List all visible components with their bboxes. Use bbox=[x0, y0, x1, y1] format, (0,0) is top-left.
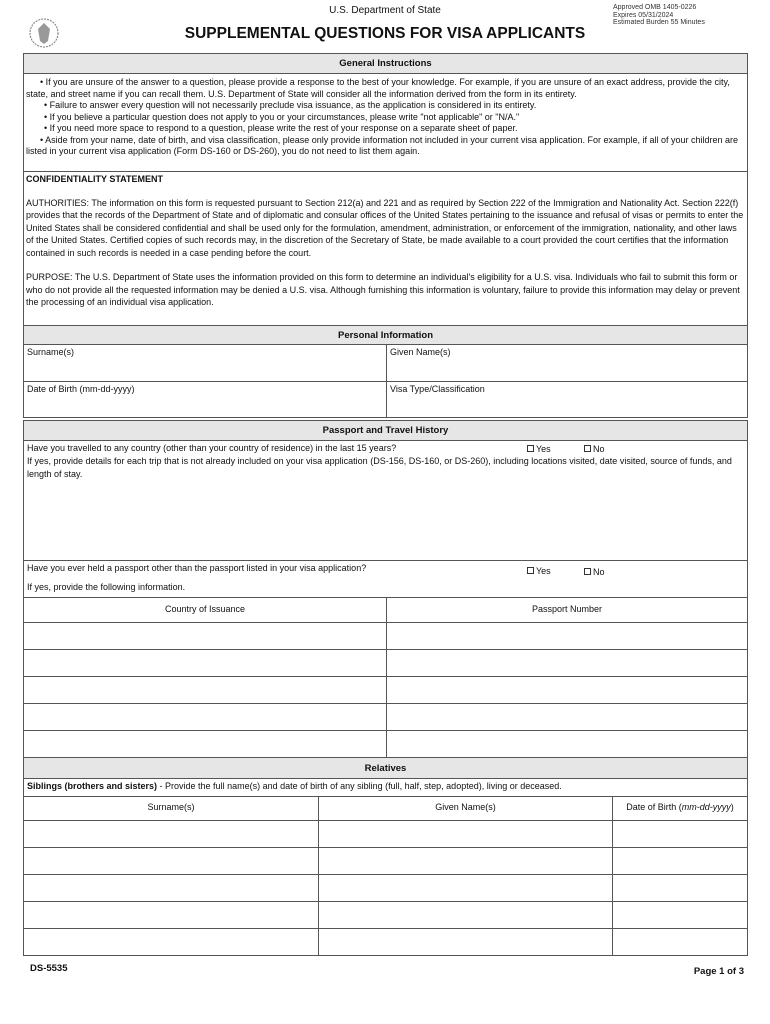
passport-number-input[interactable] bbox=[386, 676, 748, 704]
sibling-surname-input[interactable] bbox=[23, 874, 319, 902]
passport-question: Have you ever held a passport other than the passport listed in your visa application? bbox=[27, 563, 367, 573]
visa-type-label: Visa Type/Classification bbox=[390, 384, 485, 394]
country-col-header: Country of Issuance bbox=[23, 597, 387, 623]
sibling-given-name-input[interactable] bbox=[318, 874, 613, 902]
confidentiality-statement bbox=[23, 172, 748, 325]
omb-expiry: Expires 05/31/2024 bbox=[613, 11, 674, 19]
sibling-surname-input[interactable] bbox=[23, 901, 319, 929]
sibling-given-name-input[interactable] bbox=[318, 928, 613, 956]
travel-question: Have you travelled to any country (other than your country of residence) in the last 15 years? bbox=[27, 443, 397, 453]
passport-number-input[interactable] bbox=[386, 649, 748, 677]
passport-country-input[interactable] bbox=[23, 730, 387, 758]
passport-number-input[interactable] bbox=[386, 730, 748, 758]
authorities-text: AUTHORITIES: The information on this form is requested pursuant to Section 212(a) and 221 and as required by Section 222 of the Immigration and Nationality Act. Section 222(f) provides that the records of the Department of State and of diplomatic and consular offices of the United States pertaining to the issuance and refusal of visas or permits to enter the United States shall be considered confidential and shall be used only for the formulation, amendment, administration, or enforcement of the immigration, nationality, and other laws of the United States. Certified copies of such records may, in the discretion of the Secretary of State, be made available to a court provided the court certifies that the information contained in such records is needed in a case pending before the court. bbox=[26, 197, 744, 258]
travel-no-checkbox[interactable]: No bbox=[584, 444, 605, 456]
general-instructions bbox=[23, 74, 748, 172]
sibling-surname-input[interactable] bbox=[23, 820, 319, 848]
instruction-bullet: • Failure to answer every question will not necessarily preclude visa issuance, as the application is considered in its entirety. bbox=[44, 100, 537, 110]
sibling-surname-col-header: Surname(s) bbox=[23, 796, 319, 821]
dob-field[interactable] bbox=[23, 381, 387, 418]
relatives-header: Relatives bbox=[23, 757, 748, 779]
sibling-dob-col-header: Date of Birth (mm-dd-yyyy) bbox=[612, 796, 748, 821]
dob-label: Date of Birth (mm-dd-yyyy) bbox=[27, 384, 135, 394]
travel-history-field[interactable] bbox=[23, 440, 748, 561]
omb-info bbox=[613, 4, 705, 27]
given-name-field[interactable] bbox=[386, 344, 748, 382]
passport-yes-checkbox[interactable]: Yes bbox=[527, 566, 551, 578]
confidentiality-title: CONFIDENTIALITY STATEMENT bbox=[26, 174, 163, 184]
personal-info-header: Personal Information bbox=[23, 325, 748, 345]
sibling-given-col-header: Given Name(s) bbox=[318, 796, 613, 821]
sibling-surname-input[interactable] bbox=[23, 928, 319, 956]
form-title: SUPPLEMENTAL QUESTIONS FOR VISA APPLICANTS bbox=[184, 25, 586, 42]
instruction-bullet: • Aside from your name, date of birth, and visa classification, please only provide information not included in your current visa application. For example, if all of your children are listed in your current visa application (Form DS-160 or DS-260), you do not need to list them again. bbox=[26, 134, 739, 156]
purpose-text: PURPOSE: The U.S. Department of State uses the information provided on this form to determine an individual's eligibility for a U.S. visa. Individuals who fail to submit this form or who do not provide all the requested information may be denied a U.S. visa. Although furnishing this information is voluntary, failure to provide this information may delay or prevent the processing of an individual visa application. bbox=[26, 272, 740, 307]
passport-country-input[interactable] bbox=[23, 703, 387, 731]
sibling-dob-input[interactable] bbox=[612, 820, 748, 848]
travel-detail: If yes, provide details for each trip that is not already included on your visa application (DS-156, DS-160, or DS-260), including locations visited, date visited, source of funds, and length of stay. bbox=[27, 455, 732, 479]
passport-country-input[interactable] bbox=[23, 649, 387, 677]
travel-yes-checkbox[interactable]: Yes bbox=[527, 444, 551, 456]
page-number: Page 1 of 3 bbox=[693, 966, 744, 977]
sibling-given-name-input[interactable] bbox=[318, 847, 613, 875]
sibling-dob-input[interactable] bbox=[612, 847, 748, 875]
general-instructions-header: General Instructions bbox=[23, 53, 748, 74]
sibling-dob-input[interactable] bbox=[612, 874, 748, 902]
instruction-bullet: • If you believe a particular question does not apply to you or your circumstances, please write "not applicable" or "N/A." bbox=[44, 111, 520, 122]
passport-no-checkbox[interactable]: No bbox=[584, 567, 605, 579]
given-name-label: Given Name(s) bbox=[390, 347, 451, 357]
sibling-dob-input[interactable] bbox=[612, 901, 748, 929]
instruction-bullet: • If you need more space to respond to a question, please write the rest of your response on a separate sheet of paper. bbox=[44, 123, 518, 133]
passport-country-input[interactable] bbox=[23, 676, 387, 704]
sibling-surname-input[interactable] bbox=[23, 847, 319, 875]
visa-type-field[interactable] bbox=[386, 381, 748, 418]
instruction-bullet: • If you are unsure of the answer to a question, please provide a response to the best of your knowledge. For example, if you are unsure of an exact address, provide the city, state, and street name if you can recall them. U.S. Department of State will consider all the information derived from the form in its entirety. bbox=[26, 77, 730, 99]
passport-detail: If yes, provide the following information. bbox=[27, 581, 186, 592]
passport-header: Passport and Travel History bbox=[23, 420, 748, 441]
siblings-instructions: Siblings (brothers and sisters) - Provide the full name(s) and date of birth of any sibling (full, half, step, adopted), living or deceased. bbox=[23, 778, 748, 797]
sibling-dob-input[interactable] bbox=[612, 928, 748, 956]
form-number: DS-5535 bbox=[30, 963, 68, 974]
sibling-given-name-input[interactable] bbox=[318, 820, 613, 848]
surname-field[interactable] bbox=[23, 344, 387, 382]
sibling-given-name-input[interactable] bbox=[318, 901, 613, 929]
agency-name: U.S. Department of State bbox=[329, 5, 441, 16]
omb-burden: Estimated Burden 55 Minutes bbox=[613, 19, 705, 26]
surname-label: Surname(s) bbox=[27, 347, 75, 357]
passport-number-input[interactable] bbox=[386, 622, 748, 650]
passport-number-input[interactable] bbox=[386, 703, 748, 731]
passport-number-col-header: Passport Number bbox=[386, 597, 748, 623]
passport-country-input[interactable] bbox=[23, 622, 387, 650]
other-passport-question bbox=[23, 560, 748, 598]
omb-number: Approved OMB 1405-0226 bbox=[613, 4, 697, 11]
